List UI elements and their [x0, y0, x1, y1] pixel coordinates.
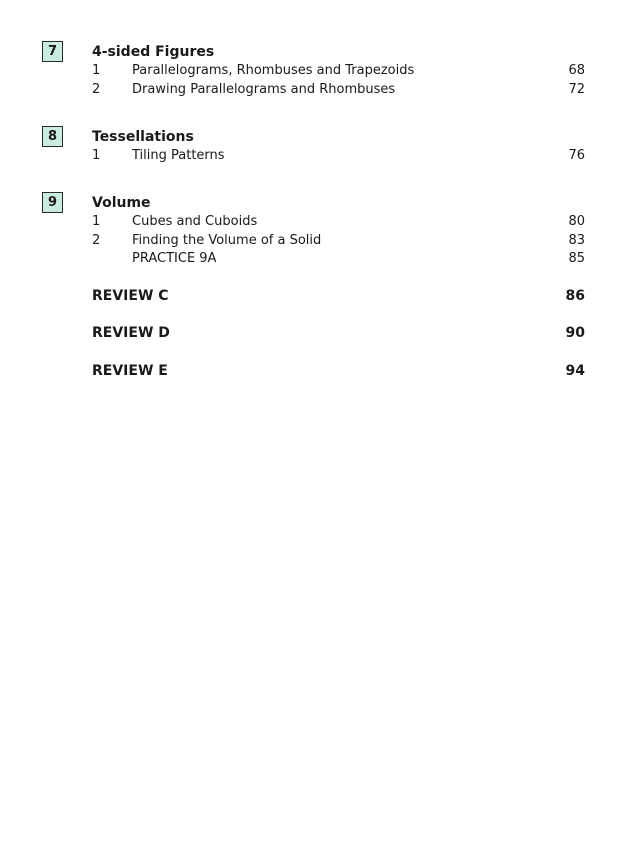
section-title: Finding the Volume of a Solid [132, 233, 322, 248]
review-title: REVIEW D [92, 325, 170, 341]
section-title: Tiling Patterns [132, 148, 225, 163]
review-title: REVIEW E [92, 363, 168, 379]
page-number: 72 [568, 82, 585, 97]
toc-entry-8-1[interactable] [92, 147, 585, 165]
toc-entry-7-2[interactable] [92, 81, 585, 99]
page-number: 86 [565, 288, 585, 304]
page-number: 94 [565, 363, 585, 379]
toc-review-e[interactable] [92, 361, 585, 381]
chapter-9-number-badge: 9 [42, 192, 63, 213]
toc-entry-9-2[interactable] [92, 232, 585, 250]
review-title: REVIEW C [92, 288, 169, 304]
page-number: 76 [568, 148, 585, 163]
chapter-9-title[interactable]: Volume [92, 195, 151, 211]
section-number: 2 [92, 82, 101, 97]
page-number: 85 [568, 251, 585, 266]
toc-entry-7-1[interactable] [92, 62, 585, 80]
section-title: Parallelograms, Rhombuses and Trapezoids [132, 63, 415, 78]
section-number: 1 [92, 63, 101, 78]
page-number: 90 [565, 325, 585, 341]
section-title: PRACTICE 9A [132, 251, 217, 266]
toc-entry-9-1[interactable] [92, 213, 585, 231]
page-number: 80 [568, 214, 585, 229]
section-number: 1 [92, 148, 101, 163]
page-number: 68 [568, 63, 585, 78]
toc-entry-9-practice[interactable] [92, 250, 585, 268]
section-title: Drawing Parallelograms and Rhombuses [132, 82, 396, 97]
chapter-8-number-badge: 8 [42, 126, 63, 147]
section-number: 1 [92, 214, 101, 229]
chapter-8-title[interactable]: Tessellations [92, 129, 194, 145]
page-number: 83 [568, 233, 585, 248]
section-title: Cubes and Cuboids [132, 214, 258, 229]
chapter-7-title[interactable]: 4-sided Figures [92, 44, 215, 60]
chapter-7-number-badge: 7 [42, 41, 63, 62]
section-number: 2 [92, 233, 101, 248]
toc-review-d[interactable] [92, 323, 585, 343]
toc-review-c[interactable] [92, 286, 585, 306]
